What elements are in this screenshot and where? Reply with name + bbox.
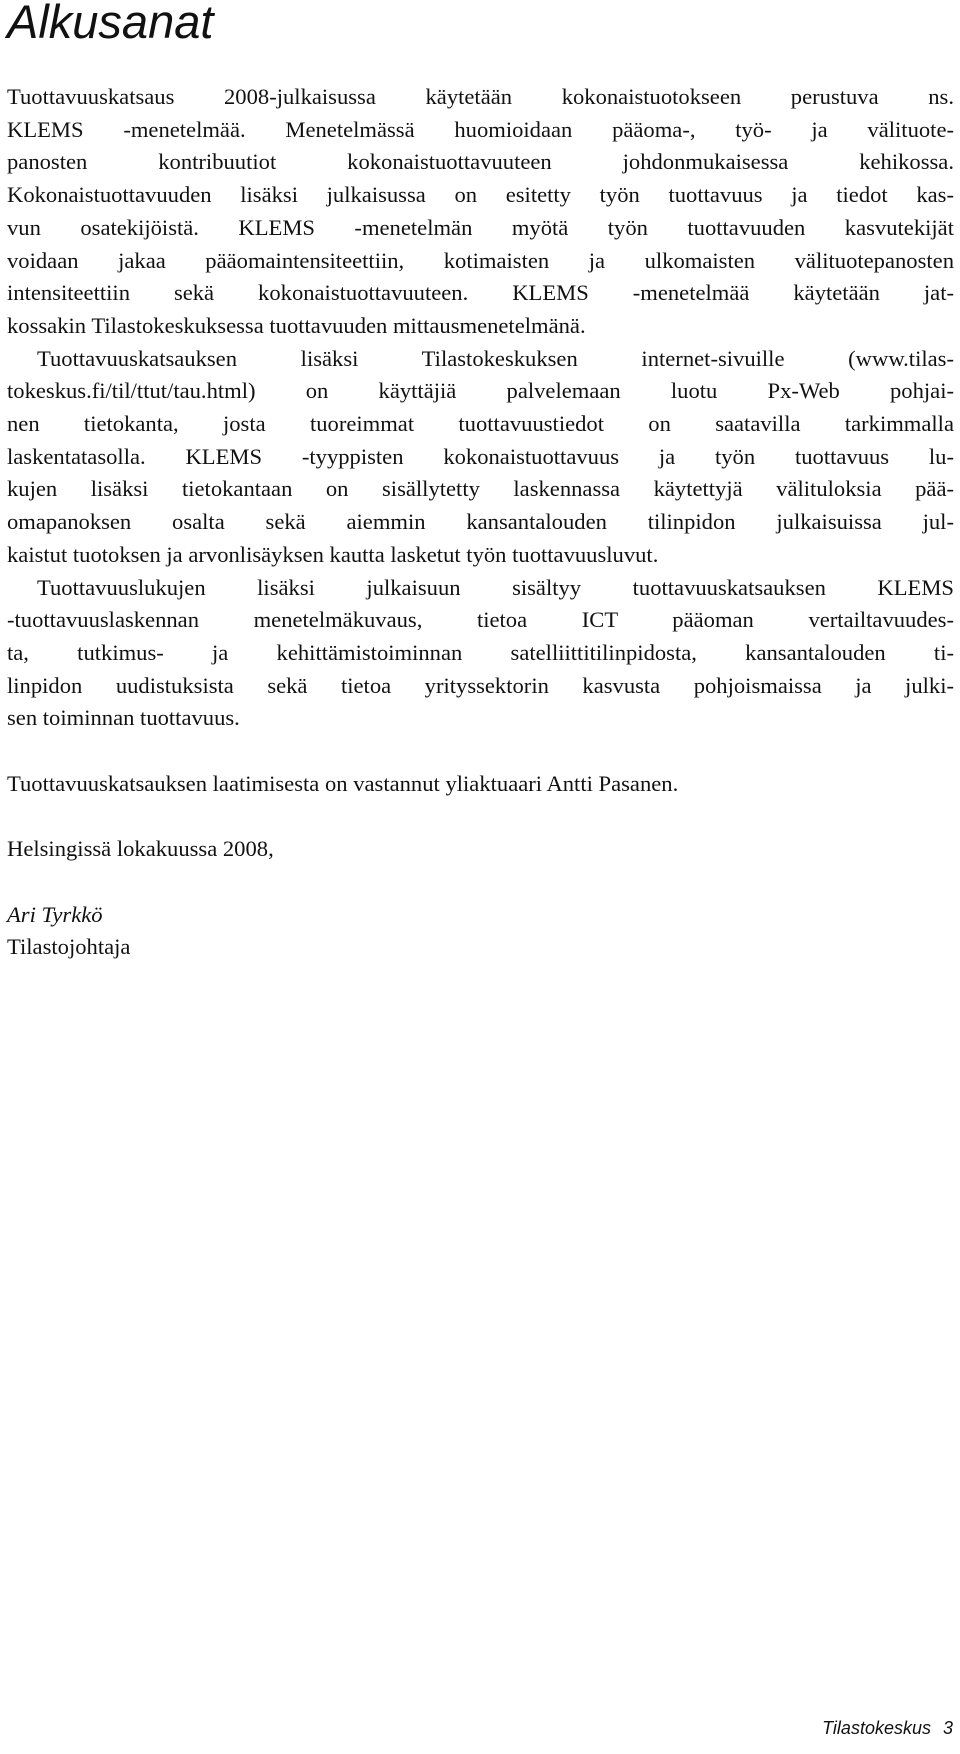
text-line: linpidon uudistuksista sekä tietoa yrityssektorin kasvusta pohjoismaissa ja julki- bbox=[7, 672, 954, 698]
text-line: Kokonaistuottavuuden lisäksi julkaisussa on esitetty työn tuottavuus ja tiedot kas- bbox=[7, 182, 954, 208]
page-footer bbox=[822, 1716, 953, 1740]
footer-publisher: Tilastokeskus bbox=[822, 1718, 931, 1738]
paragraph-method bbox=[7, 81, 954, 343]
text-line: kaistut tuotoksen ja arvonlisäyksen kautta lasketut työn tuottavuusluvut. bbox=[7, 541, 659, 567]
text-line: omapanoksen osalta sekä aiemmin kansantalouden tilinpidon julkaisuissa jul- bbox=[7, 509, 954, 535]
text-line: laskentatasolla. KLEMS -tyyppisten kokonaistuottavuus ja työn tuottavuus lu- bbox=[7, 443, 954, 469]
text-line: voidaan jakaa pääomaintensiteettiin, kotimaisten ja ulkomaisten välituotepanosten bbox=[7, 247, 954, 273]
signer-title: Tilastojohtaja bbox=[7, 934, 131, 960]
text-line: sen toiminnan tuottavuus. bbox=[7, 705, 240, 731]
text-line: ta, tutkimus- ja kehittämistoiminnan satelliittitilinpidosta, kansantalouden ti- bbox=[7, 639, 954, 665]
text-line: -tuottavuuslaskennan menetelmäkuvaus, tietoa ICT pääoman vertailtavuudes- bbox=[7, 607, 954, 633]
document-body bbox=[7, 81, 954, 964]
responsible-note: Tuottavuuskatsauksen laatimisesta on vastannut yliaktuaari Antti Pasanen. bbox=[7, 770, 679, 796]
page-heading: Alkusanat bbox=[7, 0, 214, 48]
text-line: Tuottavuuslukujen lisäksi julkaisuun sisältyy tuottavuuskatsauksen KLEMS bbox=[37, 574, 954, 600]
text-line: tokeskus.fi/til/ttut/tau.html) on käyttäjiä palvelemaan luotu Px-Web pohjai- bbox=[7, 378, 954, 404]
text-line: intensiteettiin sekä kokonaistuottavuuteen. KLEMS -menetelmää käytetään jat- bbox=[7, 280, 954, 306]
paragraph-database bbox=[7, 343, 954, 572]
place-date: Helsingissä lokakuussa 2008, bbox=[7, 836, 274, 862]
text-line: panosten kontribuutiot kokonaistuottavuuteen johdonmukaisessa kehikossa. bbox=[7, 149, 954, 175]
text-line: Tuottavuuskatsauksen lisäksi Tilastokeskuksen internet-sivuille (www.tilas- bbox=[37, 345, 954, 371]
text-line: nen tietokanta, josta tuoreimmat tuottavuustiedot on saatavilla tarkimmalla bbox=[7, 411, 954, 437]
spacer bbox=[7, 866, 954, 899]
paragraph-contents bbox=[7, 572, 954, 736]
text-line: kujen lisäksi tietokantaan on sisällytetty laskennassa käytettyjä välituloksia pää- bbox=[7, 476, 954, 502]
page-number: 3 bbox=[942, 1718, 953, 1738]
text-line: KLEMS -menetelmää. Menetelmässä huomioidaan pääoma-, työ- ja välituote- bbox=[7, 116, 954, 142]
text-line: kossakin Tilastokeskuksessa tuottavuuden mittausmenetelmänä. bbox=[7, 312, 586, 338]
signer-name: Ari Tyrkkö bbox=[7, 901, 103, 927]
spacer bbox=[7, 735, 954, 768]
spacer bbox=[7, 800, 954, 833]
text-line: vun osatekijöistä. KLEMS -menetelmän myötä työn tuottavuuden kasvutekijät bbox=[7, 214, 954, 240]
text-line: Tuottavuuskatsaus 2008-julkaisussa käytetään kokonaistuotokseen perustuva ns. bbox=[7, 84, 954, 109]
